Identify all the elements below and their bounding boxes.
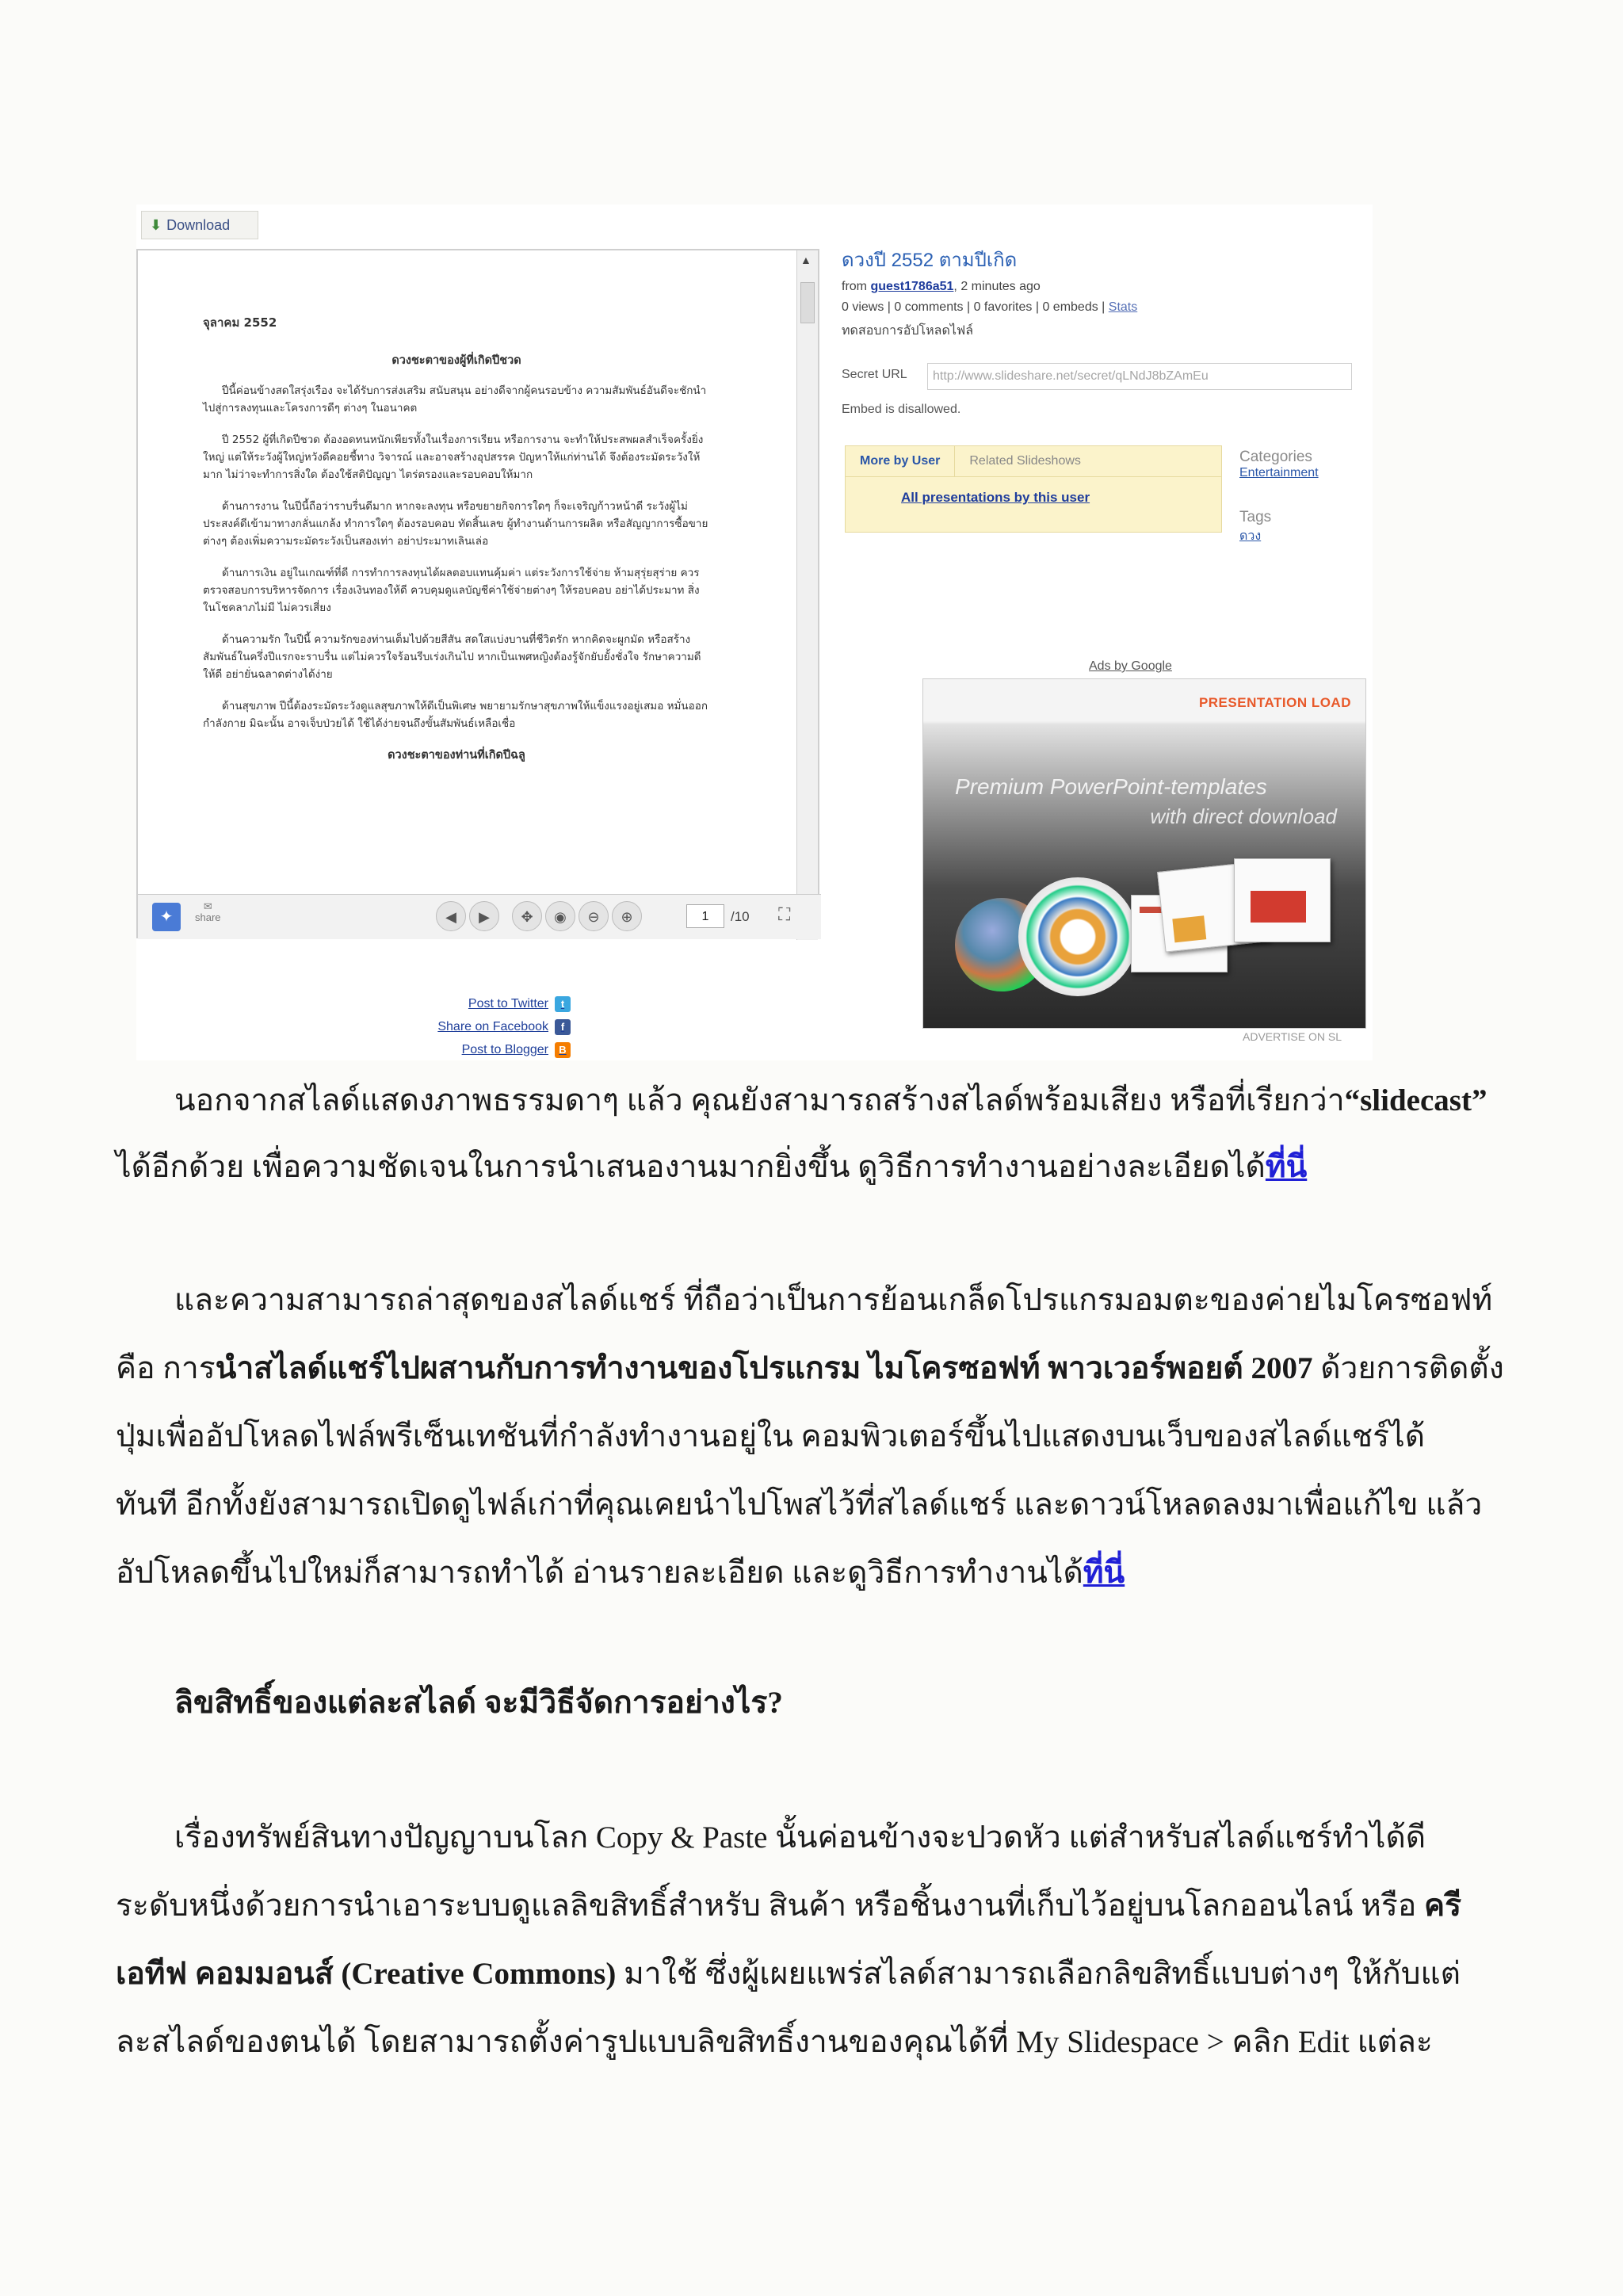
user-slides-panel [845,445,1222,533]
paragraph-powerpoint [116,1266,1510,1607]
download-button[interactable] [141,211,258,239]
download-icon: ⬇ [150,216,162,233]
viewer-scrollbar[interactable] [796,250,818,940]
document-viewer [136,249,819,938]
blogger-icon: B [555,1042,571,1058]
category-link[interactable]: Entertainment [1239,466,1319,479]
embed-note: Embed is disallowed. [842,403,961,416]
secret-url-label: Secret URL [842,368,907,381]
paragraph-copyright [116,1804,1510,2076]
template-thumbnail [1234,858,1331,942]
document-page [203,314,710,764]
page-number-input[interactable]: 1 [686,904,724,928]
text-line: เรื่องทรัพย์สินทางปัญญาบนโลก Copy & Paste นั้นค่อนข้างจะปวดหัว แต่สำหรับสไลด์แชร์ทำได้ดี [174,1820,1426,1855]
slide-info [842,244,1373,347]
doc-paragraph: ด้านสุขภาพ ปีนี้ต้องระมัดระวังดูแลสุขภาพให้ดีเป็นพิเศษ พยายามรักษาสุขภาพให้แข็งแรงอยู่เสมอ หมั่นออกกำลังกาย มิฉะนั้น อาจเจ็บป่วยได้ ใช้ได้ง่ายจนถึงขั้นสัมพันธ์เหลือเชื่อ [203,700,708,730]
post-to-blogger-link[interactable]: Post to Blogger B [437,1038,571,1060]
scroll-thumb[interactable] [800,282,815,323]
tag-link[interactable]: ดวง [1239,529,1262,543]
secret-url-row [842,368,1209,383]
slide-description: ทดสอบการอัปโหลดไฟล์ [842,324,974,338]
text-line: ได้อีกด้วย เพื่อความชัดเจนในการนำเสนองานมากยิ่งขึ้น ดูวิธีการทำงานอย่างละเอียดได้ที่นี่ [116,1150,1308,1184]
next-slide-button[interactable]: ▶ [469,901,499,931]
section-heading [116,1669,1510,1737]
ring-chart-graphic [1018,877,1137,996]
social-links [437,992,571,1060]
twitter-icon: t [555,996,571,1012]
secret-url-field[interactable]: http://www.slideshare.net/secret/qLNdJ8bZAmEu [927,363,1352,390]
ads-by-google-link[interactable]: Ads by Google [1089,659,1172,673]
move-icon[interactable]: ✥ [512,901,542,931]
paragraph-slidecast [116,1067,1510,1201]
post-to-twitter-link[interactable]: Post to Twitter t [437,992,571,1015]
advertise-label: ADVERTISE ON SL [1243,1030,1342,1043]
here-link[interactable]: ที่นี่ [1083,1556,1125,1590]
download-label: Download [166,216,231,233]
facebook-icon: f [555,1019,571,1035]
categories-panel [1239,449,1319,575]
text-line: และความสามารถล่าสุดของสไลด์แชร์ ที่ถือว่าเป็นการย้อนเกล็ดโปรแกรมอมตะของค่ายไมโครซอฟท์ [174,1283,1493,1317]
heading-copyright: ลิขสิทธิ์ของแต่ละสไลด์ จะมีวิธีจัดการอย่างไร? [174,1686,783,1720]
text-line: ละสไลด์ของตนได้ โดยสามารถตั้งค่ารูปแบบลิขสิทธิ์งานของคุณได้ที่ My Slidespace > คลิก Edit แต่ละ [116,2025,1433,2059]
doc-date: จุลาคม 2552 [203,315,277,330]
zoom-out-icon[interactable]: ⊖ [579,901,609,931]
stats-link[interactable]: Stats [1108,300,1138,314]
doc-paragraph: ด้านความรัก ในปีนี้ ความรักของท่านเต็มไปด้วยสีสัน สดใสแบ่งบานที่ชีวิตรัก หากคิดจะผูกมัด หรือสร้างสัมพันธ์ในครึ่งปีแรกจะราบรื่น แต่ไม่ควรใจร้อนรีบเร่งเกินไป หากเป็นเพศหญิงต้องรู้จักยับยั้งชั่งใจ รักษาความดีให้ดี อย่ายั่นฉลาดต่างได้ง่าย [203,633,701,681]
upload-line: from guest1786a51, 2 minutes ago [842,280,1041,293]
text-line: ปุ่มเพื่ออัปโหลดไฟล์พรีเซ็นเทชันที่กำลังทำงานอยู่ใน คอมพิวเตอร์ขึ้นไปแสดงบนเว็บของสไลด์แชร์ได้ [116,1419,1426,1454]
slide-title: ดวงปี 2552 ตามปีเกิด [842,250,1018,271]
page-total: /10 [731,909,750,924]
view-icon[interactable]: ◉ [545,901,575,931]
ad-subline: with direct download [1150,804,1337,828]
share-on-facebook-link[interactable]: Share on Facebook f [437,1015,571,1038]
ad-brand: PRESENTATION LOAD [1198,695,1351,710]
doc-paragraph: ด้านการงาน ในปีนี้ถือว่าราบรื่นดีมาก หากจะลงทุน หรือขยายกิจการใดๆ ก็จะเจริญก้าวหน้าดี ระวังผู้ไม่ประสงค์ดีเข้ามาทางกลั่นแกล้ง ทำการใดๆ ต้องรอบคอบ ทัดสิ้นเลข ผู้ทำงานด้านการผลิต หรือสัญญาการซื้อขายต่างๆ ต้องเพิ่มความระมัดระวังเป็นสองเท่า อย่าประมาทเลินเล่อ [203,500,708,548]
doc-title: ดวงชะตาของผู้ที่เกิดปีชวด [391,354,521,367]
tab-more-by-user[interactable]: More by User [846,446,955,476]
tags-heading: Tags [1239,509,1272,525]
doc-paragraph: ด้านการเงิน อยู่ในเกณฑ์ที่ดี การทำการลงทุนได้ผลตอบแทนคุ้มค่า แต่ระวังการใช้จ่าย ห้ามสุรุ่ยสุร่าย ควรตรวจสอบการบริหารจัดการ เรื่องเงินทองให้ดี ควบคุมดูแลบัญชีค่าใช้จ่ายต่างๆ ให้รอบคอบ อย่าได้ประมาท สิ่งในโชคลาภไม่มี ไม่ควรเสี่ยง [203,567,700,614]
fullscreen-icon[interactable]: ⛶ [778,904,791,924]
scroll-up-icon[interactable]: ▲ [800,254,812,266]
mail-icon: ✉ [203,900,212,912]
share-button[interactable] [195,901,221,923]
viewer-toolbar [138,894,821,939]
zoom-in-icon[interactable]: ⊕ [612,901,642,931]
previous-slide-button[interactable]: ◀ [436,901,466,931]
slideshare-logo-icon[interactable]: ✦ [152,903,181,931]
all-presentations-link[interactable]: All presentations by this user [901,490,1090,505]
share-label: share [195,911,221,923]
text-line: อัปโหลดขึ้นไปใหม่ก็สามารถทำได้ อ่านรายละเอียด และดูวิธีการทำงานได้ที่นี่ [116,1556,1125,1590]
slideshare-screenshot [136,204,1373,1060]
stats-line: 0 views | 0 comments | 0 favorites | 0 embeds | Stats [842,300,1138,314]
text-line: ทันที อีกทั้งยังสามารถเปิดดูไฟล์เก่าที่คุณเคยนำไปโพสไว้ที่สไลด์แชร์ และดาวน์โหลดลงมาเพื่อแก้ไข แล้ว [116,1488,1483,1522]
text-line: ระดับหนึ่งด้วยการนำเอาระบบดูแลลิขสิทธิ์สำหรับ สินค้า หรือชิ้นงานที่เก็บไว้อยู่บนโลกออนไลน์ หรือ ครี [116,1889,1462,1923]
uploader-link[interactable]: guest1786a51 [870,280,954,293]
text-line: คือ การนำสไลด์แชร์ไปผสานกับการทำงานของโปรแกรม ไมโครซอฟท์ พาวเวอร์พอยต์ 2007 ด้วยการติดตั้ง [116,1351,1504,1385]
tab-related-slideshows[interactable]: Related Slideshows [969,454,1081,468]
advertisement-banner[interactable] [922,678,1366,1029]
text-line: นอกจากสไลด์แสดงภาพธรรมดาๆ แล้ว คุณยังสามารถสร้างสไลด์พร้อมเสียง หรือที่เรียกว่า“slidecast” [174,1083,1487,1117]
here-link[interactable]: ที่นี่ [1265,1150,1308,1184]
text-line: เอทีฟ คอมมอนส์ (Creative Commons) มาใช้ ซึ่งผู้เผยแพร่สไลด์สามารถเลือกลิขสิทธิ์แบบต่างๆ ให้กับแต่ [116,1957,1461,1991]
ad-headline: Premium PowerPoint-templates [955,774,1267,799]
doc-paragraph: ปี 2552 ผู้ที่เกิดปีชวด ต้องอดทนหนักเพียรทั้งในเรื่องการเรียน หรือการงาน จะทำให้ประสพผลสำเร็จครั้งยิ่งใหญ่ แต่ให้ระวังผู้ใหญ่หวังดีคอยชี้ทาง วิจารณ์ และอาจสร้างอุปสรรค ปัญหาให้แก่ท่านได้ จึงต้องระมัดระวังให้มาก ไม่ว่าจะทำการสิ่งใด ต้องใช้สติปัญญา ไตร่ตรองและรอบคอบให้มาก [203,434,704,481]
doc-subtitle: ดวงชะตาของท่านที่เกิดปีฉลู [388,749,525,762]
doc-paragraph: ปีนี้ค่อนข้างสดใสรุ่งเรือง จะได้รับการส่งเสริม สนับสนุน อย่างดีจากผู้คนรอบข้าง ความสัมพันธ์อันดีจะชักนำไปสู่การลงทุนและโครงการดีๆ ต่างๆ ในอนาคต [203,384,707,415]
categories-heading: Categories [1239,449,1312,465]
